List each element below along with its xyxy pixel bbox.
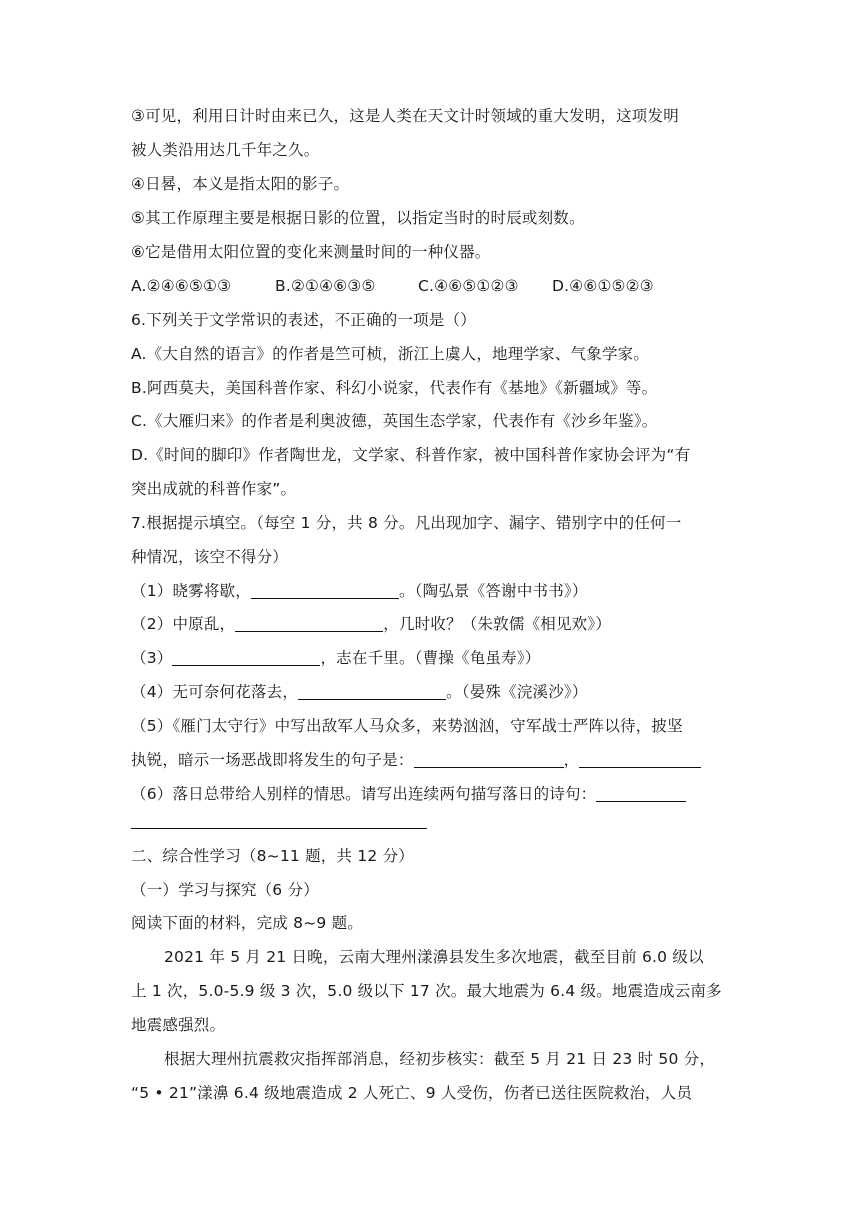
q6-option-b: B.阿西莫夫，美国科普作家、科幻小说家，代表作有《基地》《新疆域》等。 [131,379,658,397]
passage-p1-line-2: 上 1 次，5.0-5.9 级 3 次，5.0 级以下 17 次。最大地震为 6.4 级。地震造成云南多 [131,982,722,1000]
q7-item-1: （1）晓雾将歇， 。（陶弘景《答谢中书书》） [131,582,588,600]
q7-item-3: （3） ，志在千里。（曹操《龟虽寿》） [131,649,541,667]
q6-option-d-line-2: 突出成就的科普作家”。 [131,480,297,498]
q5-options [131,276,654,296]
answer-blank[interactable] [596,785,686,802]
q7-stem-line-1: 7.根据提示填空。（每空 1 分，共 8 分。凡出现加字、漏字、错别字中的任何一 [131,514,682,532]
q6-option-d-line-1: D.《时间的脚印》作者陶世龙，文学家、科普作家，被中国科普作家协会评为“有 [131,446,691,464]
q5-item-5: ⑤其工作原理主要是根据日影的位置，以指定当时的时辰或刻数。 [131,209,585,227]
section-2-instruction: 阅读下面的材料，完成 8~9 题。 [131,914,363,932]
q6-stem: 6.下列关于文学常识的表述，不正确的一项是（） [131,311,476,329]
q5-option-b: B.②①④⑥③⑤ [275,277,376,295]
q7-item-2: （2）中原乱， ，几时收？（朱敦儒《相见欢》） [131,615,612,633]
answer-blank[interactable] [235,615,383,632]
section-2-subtitle: （一）学习与探究（6 分） [131,881,319,899]
passage-p1-line-3: 地震感强烈。 [131,1016,226,1034]
answer-blank[interactable] [251,582,399,599]
answer-blank-continuation[interactable] [131,828,427,829]
passage-p1-line-1: 2021 年 5 月 21 日晚，云南大理州漾濞县发生多次地震，截至目前 6.0 级以 [164,948,704,966]
answer-blank[interactable] [579,751,701,768]
q5-option-c: C.④⑥⑤①②③ [418,277,519,295]
q7-stem-line-2: 种情况，该空不得分） [131,548,289,566]
answer-blank[interactable] [298,683,446,700]
q7-item-5-line-1: （5）《雁门太守行》中写出敌军人马众多，来势汹汹，守军战士严阵以待，披坚 [131,717,683,735]
q5-item-4: ④日晷，本义是指太阳的影子。 [131,175,350,193]
answer-blank[interactable] [414,751,564,768]
q5-item-3-line-2: 被人类沿用达几千年之久。 [131,141,320,159]
answer-blank[interactable] [172,649,320,666]
q6-option-c: C.《大雁归来》的作者是利奥波德，英国生态学家，代表作有《沙乡年鉴》。 [131,412,658,430]
q7-item-4: （4）无可奈何花落去， 。（晏殊《浣溪沙》） [131,683,588,701]
q5-option-d: D.④⑥①⑤②③ [552,277,654,295]
q5-option-a: A.②④⑥⑤①③ [131,277,232,295]
passage-p2-line-1: 根据大理州抗震救灾指挥部消息，经初步核实：截至 5 月 21 日 23 时 50 分， [164,1050,716,1068]
passage-p2-line-2: “5 • 21”漾濞 6.4 级地震造成 2 人死亡、9 人受伤，伤者已送往医院救治，人员 [131,1084,693,1102]
q7-item-5-line-2: 执锐，暗示一场恶战即将发生的句子是： ， [131,750,701,770]
section-2-title: 二、综合性学习（8~11 题，共 12 分） [131,847,414,865]
q5-item-3-line-1: ③可见，利用日计时由来已久，这是人类在天文计时领域的重大发明，这项发明 [131,107,679,125]
q6-option-a: A.《大自然的语言》的作者是竺可桢，浙江上虞人，地理学家、气象学家。 [131,345,650,363]
q7-item-6: （6）落日总带给人别样的情思。请写出连续两句描写落日的诗句： [131,784,686,804]
q5-item-6: ⑥它是借用太阳位置的变化来测量时间的一种仪器。 [131,243,491,261]
